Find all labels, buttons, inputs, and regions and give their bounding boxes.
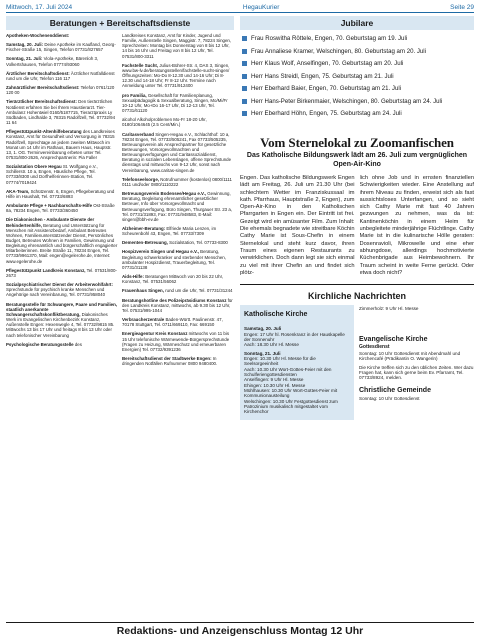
article-title: Vom Sternelokal zu Zoomanfischen (260, 135, 454, 150)
service-entry (122, 356, 234, 366)
service-entry (122, 226, 234, 236)
service-entry-heading: Ärztlicher Bereitschaftsdienst: (6, 70, 70, 76)
service-entry-text: Telefon 0761/120 120 00 (6, 85, 115, 96)
service-entry-text: für den Landkreis Konstanz, mittwochs, ab 9.30 bis 12 Uhr, Tel. 07531/995-1044 (122, 297, 233, 313)
service-entry-text: Diakonisches Werk im Evangelischen Kirchenbezirk Konstanz, Außenstelle Engen: Hexenwegle 4, Tel. 07732/9815 85. Mittwochs 13 bis 17 Uhr und freitags 8 bis 13 Uhr oder nach telefonischer Vereinbarung (6, 311, 115, 338)
square-bullet-icon (242, 49, 247, 54)
square-bullet-icon (242, 99, 247, 104)
service-entry (6, 42, 118, 52)
service-entry-text: Deine Apotheke im Kaufland, Georg-Fischer-Straße 15, Singen, Telefon 07731/827657 (6, 42, 116, 53)
service-entry-heading: Psychologische Beratungsstelle (6, 341, 74, 347)
service-entry-text: mittwochs von 11 bis 15 Uhr telefonische Wärmewende-Bürgersprechstunde (Fragen zu Heizung, Wärmeschutz und erneuerbaren Energien) Tel. 07732/9391236 (122, 331, 230, 352)
service-entry-text: alcohol Alkoholproblemen Mo-Fr 18-20 Uhr, 0180/1064645 (2.5 Cent/Min.) (122, 117, 207, 128)
service-entry-heading: Alzheimer-Beratung: (122, 226, 166, 231)
service-entry (6, 282, 118, 297)
service-entry (6, 217, 118, 263)
service-entry (6, 99, 118, 125)
service-entry (122, 249, 234, 270)
service-entry-heading: Tierärztlicher Bereitschaftsdienst: (6, 99, 77, 105)
jubilare-text: Frau Roswitha Röttele, Engen, 70. Geburtstag am 19. Juli (251, 35, 408, 42)
service-entry-text: Viola-Apotheke, Bärenloh 3, Volkertshausen, Telefon 07774/93060 (6, 56, 99, 67)
service-entry-text: Notrufnummer (kostenlos) 0800/1111 0111 und/oder 0800/1110222 (122, 176, 232, 187)
square-bullet-icon (242, 86, 247, 91)
service-entry-text: des Landkreises Konstanz, Amt für Gesundheit und Versorgung in 78315 Radolfzell, Sprechtage an jedem zweiten Mittwoch im Monat um 14 Uhr im Rathaus, Bauern Haus, Hauptstr. 13, 1. OG. Terminvereinbarung erbeten unter Tel. 07531/800-2626, Ansprechpartnerin: Pia Faller (6, 129, 115, 160)
header-date: Mittwoch, 17. Juli 2024 (6, 3, 73, 11)
services-title: Beratungen + Bereitschaftsdienste (6, 16, 234, 30)
service-entry (122, 288, 234, 293)
service-entry (122, 317, 234, 327)
service-entry-text: Julius-Bührer-Str. 4, DAS 3, Singen, www.bw-lv.de/beratungsstellen/fachstelle-sucht-singen/ Öffnungszeiten: Mo-Do 8-12.30 und 14-16 Uhr; Di 8-12.30 und 14-18 Uhr; Fr 8-12 Uhr. Termine nach Anmeldung unter Tel. 07731/912400 (122, 62, 230, 89)
service-entry-heading: Fachstelle Sucht, (122, 62, 159, 68)
article-column-2: lich ohne Job und in ernsten finanziellen Schwierigkeiten wieder. Eine Anstellung auf ihrem Niveau zu finden, erweist sich als fast aussichtsloses Unterfangen, und so sieht sich Cathy Marie mit fast 40 Jahren gezwungen zu nehmen, was da ist: Kantinenköchin in einem Heim für unbegleitete minderjährige Flüchtlinge. Cathy Marie ist in die kulinarische Hölle geraten: Dosenravioli, Mikrowelle und eine eher abhungdose, allerdings hochmotivierte Küchenbrigade aus Heimbewohnern. Ihr Traum scheint in weite Ferne gerückt. Oder etwa doch nicht? (359, 175, 474, 276)
other-churches (354, 305, 474, 420)
service-entry (122, 93, 234, 114)
service-entry-heading: Apotheken-Wochenenddienst: (6, 33, 70, 38)
jubilare-text: Herr Eberhard Höhn, Engen, 75. Geburtstag am 24. Juli (251, 110, 402, 117)
service-entry-heading: Caritasverband (122, 131, 154, 137)
service-entry-heading: Hospizverein Singen und Hegau e.V., (122, 249, 199, 255)
service-entry-heading: pro Familia, (122, 92, 147, 98)
service-entry-heading: Pflegestützpunkt-Altenhilfeberatung (6, 129, 82, 135)
service-entry-text: Gesellschaft für Familienplanung, Sexualpädagogik & Sexualberatung, Singen, Mo/Mi/Fr 10-12 Uhr, Mo+Do 16-17 Uhr, Di 12-13 Uhr, Tel. 07731/61120 (122, 92, 228, 114)
service-entry-heading: Beratungsstelle für Schwangere, Paare und Familien, staatlich anerkannte Schwangerschaftskonfliktberatung, (6, 301, 118, 317)
zimmerholz-note: Zimmerholz: 9 Uhr Hl. Messe (359, 306, 419, 312)
article-column-1: Engen. Das katholische Bildungswerk Engen lädt am Freitag, 26. Juli um 21.30 Uhr (bei schlechtem Wetter im Franziskussaal im kath. Pfarrhaus, Hauptstraße 2, Engen), zum Open-Air-Kino in den Katholischen Pfarrgarten in Engen ein. Der Eintritt ist frei. Gezeigt wird ein amüsanter Film. Zum Inhalt: Die ehemals begnadete wie streitbare Köchin Cathy Marie ist Sous-Chefin in einem Sternelokal und steht kurz davor, ihren Traum eines eigenen Restaurants zu verwirklichen. Doch dann legt sie sich einmal zu viel mit ihrer Chefin an und findet sich plötz- (240, 175, 355, 276)
jubilare-title: Jubilare (240, 16, 474, 30)
service-entry-heading: Samstag, 20. Juli: (6, 42, 44, 48)
service-entry-text: Sozialstation, Tel. 07733-8300 (167, 240, 228, 246)
services-columns (6, 33, 234, 370)
church-news-body (240, 305, 474, 420)
right-column (240, 16, 474, 420)
service-entry-text: Beratungen Mittwoch von 20 bis 22 Uhr, Konstanz, Tel. 07531/56062 (122, 274, 224, 285)
service-entry-text: Gewinnung, Beratung, Begleitung ehrenamtlicher gesetzlicher Betreuer, Info über Vorsorgevollmacht und Betreuungsverfügung, Büro Singen, Thurgauer Str. 23 a, Tel. 07731/31893, Fax: 07731/948583, E-Mail: singen@bbh-ev.de (122, 191, 233, 222)
catholic-church-box (240, 305, 354, 420)
schedule-line: Welschingen: 10.30 Uhr Festgottesdienst zum Patrozinium musikalisch mitgestaltet vom Kirchenchor (244, 398, 338, 415)
service-entry-text: Baden-Württ. Paulinenstr. 47, 70178 Stuttgart, Tel. 0711/669110, Fax: 669150 (122, 317, 223, 328)
service-entry-text: Landkreises Konstanz, Amt für Kinder, Jugend und Familie, Außenstelle Singen, Maggistr. 7, 78224 Singen, Sprechzeiten: Montag bis Donnerstag von 8 bis 12 Uhr, 14 bis 16 Uhr und Freitag von 8 bis 12 Uhr, Tel. 07531/800-3311 (122, 33, 232, 59)
service-entry (6, 342, 118, 347)
service-entry-heading: Die Diakonischen - Ambulante Dienste der Behindertenhilfe, (6, 217, 95, 228)
schedule-line: Engen: 17 Uhr hl. Rosenkranz in der Hauskapelle der Sonnenuhr (244, 331, 345, 342)
jubilare-list (240, 33, 474, 119)
square-bullet-icon (242, 36, 247, 41)
service-entry-text: Beratung, Begleitung schwerkranker und sterbender Menschen, ambulanter Hospizdienst, Trauerbegleitung, Tel. 07731/31138 (122, 249, 226, 270)
service-entry (122, 331, 234, 352)
service-entry-heading: Telefonseelsorge, (122, 176, 160, 182)
header-paper-name: HegauKurier (242, 3, 280, 11)
service-entry (122, 298, 234, 313)
service-entry-heading: Beratungshotline des Polizeipräsidiums Konstanz (122, 297, 227, 303)
services-section (6, 16, 234, 370)
christian-community-service: Sonntag: 10 Uhr Gottesdienst (359, 395, 420, 401)
christian-community-title: Christliche Gemeinde (359, 386, 431, 394)
service-entry-text: Sprechstunde für psychisch kranke Menschen und Angehörige nach Vereinbarung, Tel. 07731/958040 (6, 287, 106, 298)
page-header (6, 3, 474, 13)
service-entry-text: Elfriede Maria Lenzen, im Scheurenbohl 43, Engen, Tel. 07733/7309 (122, 226, 217, 237)
jubilare-text: Herr Hans-Peter Birkenmaier, Welschingen, 80. Geburtstag am 24. Juli (251, 97, 443, 105)
jubilare-item (240, 71, 474, 82)
catholic-church-schedule (244, 326, 350, 415)
schedule-day: Sonntag, 21. Juli (244, 350, 281, 356)
service-entry (122, 33, 234, 59)
square-bullet-icon (242, 61, 247, 66)
schedule-line: Mühlhausen: 10.30 Uhr Wort-Gottes-Feier mit Kommunionausteilung (244, 387, 338, 399)
page-footer: Redaktions- und Anzeigenschluss Montag 12 Uhr (6, 622, 474, 639)
service-entry-heading: Bereitschaftsdienst der Stadtwerke Engen: (122, 355, 212, 361)
service-entry (122, 177, 234, 187)
service-entry-heading: AKA-Team, (6, 188, 30, 194)
service-entry-heading: Zahnärztlicher Bereitschaftsdienst: (6, 85, 80, 91)
schedule-line: Engen: 10.30 Uhr Hl. Messe für die Seelsorgeeinheit (244, 355, 316, 367)
jubilare-text: Herr Klaus Wolf, Anselfingen, 70. Geburtstag am 20. Juli (251, 60, 404, 67)
service-entry-text: Ärztlicher Notfalldienst rund um die Uhr, Telefon 116 117 (6, 70, 115, 81)
service-entry-heading: Sozialpsychiatrischer Dienst der Arbeiterwohlfahrt: (6, 282, 113, 288)
service-entry-heading: Dementen-Betreuung, (122, 240, 168, 246)
service-entry (122, 191, 234, 222)
jubilare-item (240, 96, 474, 107)
service-entry (6, 203, 118, 213)
service-entry (6, 129, 118, 160)
service-entry-heading: Energieagentur Kreis Konstanz (122, 331, 188, 337)
church-news-title: Kirchliche Nachrichten (240, 284, 474, 301)
service-entry-text: des (73, 341, 82, 347)
service-entry (6, 33, 118, 38)
jubilare-text: Herr Hans Streidl, Engen, 75. Geburtstag am 21. Juli (251, 72, 394, 80)
service-entry-text: Den tierärztlichen Notdienst erfahren Sie bei Ihrem Haustierarzt. Tier-Ambulanz Hohentwiel 0160/5187715, Tierarztpraxis Ly Südbaden, Lindhalde 3, 78315 Radolfzell, Tel. 07732/94 11 64 (6, 99, 116, 126)
evangelical-service-text: Sonntag: 10 Uhr Gottesdienst mit Abendmahl und Kirchencafé (Prädikantin O. Wangerin) (359, 351, 461, 362)
jubilare-text: Herr Eberhard Baier, Engen, 70. Geburtstag am 21. Juli (251, 85, 402, 92)
jubilare-item (240, 33, 474, 44)
service-entry (122, 117, 234, 127)
service-entry-text: Schützenstr. 6, Engen, Pflegeberatung und Hilfe im Haushalt, Tel. 07733/6893 (6, 188, 115, 199)
service-entry (122, 274, 234, 284)
square-bullet-icon (242, 111, 247, 116)
service-entry (122, 240, 234, 245)
service-entry-text: St. Wolfgang e.V., Schillerstr. 10 a, Engen, Häusliche Pflege, Tel. 07733/8300 und Dorfhelferinnen-Station, Tel. 07774/7019424 (6, 164, 98, 185)
header-page-number: Seite 29 (450, 3, 474, 11)
catholic-church-title: Katholische Kirche (244, 311, 308, 319)
service-entry (6, 56, 118, 66)
service-entry (6, 189, 118, 199)
services-column-1 (6, 33, 118, 370)
service-entry (6, 71, 118, 81)
jubilare-item (240, 46, 474, 57)
service-entry-text: Tel. 07531/800-2673 (6, 267, 117, 278)
service-entry (6, 268, 118, 278)
service-entry-heading: Sozialstation Obere Hegau (6, 164, 62, 170)
service-entry-heading: Ambulante Pflege + Nachbarschafts-Hilfe (6, 203, 93, 209)
service-entry-heading: Aids-Hilfe: (122, 274, 144, 280)
service-entry (6, 164, 118, 185)
service-entry (6, 85, 118, 95)
service-entry (6, 302, 118, 338)
schedule-line: Ehingen: 10.30 Uhr Hl. Messe (244, 382, 306, 388)
service-entry-heading: Betreuungsverein Bodensee/Hegau e.V., (122, 191, 207, 197)
jubilare-item (240, 58, 474, 69)
service-entry-text: In dringenden Notfällen Rufnummer 0800 9480400. (122, 355, 218, 367)
schedule-line: Aach: 18.30 Uhr Hl. Messe (244, 342, 299, 348)
square-bullet-icon (242, 74, 247, 79)
evangelical-info-text: Die Kirche treffen sich zu den üblichen Zeiten. Wer dazu Fragen hat, kann sich gerne beim Ev. Pfarramt, Tel. 07733/8924, melden. (359, 364, 474, 381)
service-entry-text: Ost-Straße 8a, 78234 Engen, Tel. 07733/360450 (6, 203, 115, 214)
article-subtitle: Das Katholische Bildungswerk lädt am 26. Juli zum vergnüglichen Open-Air-Kino (246, 152, 468, 168)
jubilare-item (240, 83, 474, 94)
jubilare-text: Frau Annaliese Kramer, Welschingen, 80. Geburtstag am 20. Juli (251, 47, 427, 55)
evangelical-church-title: Evangelische Kirche (359, 335, 428, 343)
service-entry-text: Beratung und Unterstützung für Menschen mit Assistenzbedarf, Ambulant Betreutes Wohnen, Familienunterstützender Dienst, Persönliches Budget, Betreutes Wohnen in Familien, Gewinnung und Begleitung ehrenamtlich und bürgerschaftlich engagierter Mitarbeiterinnen. Breite Straße 11, 78234 Engen, Tel. 07733/9961370, Mail: engen@egelerohe.de, Internet: www.egelerohe.de (6, 222, 118, 264)
service-entry-text: Singen-Hegau e.V., Schlachthof: 10 a, 78234 Engen, Tel. 07733/505241, Fax 07733/505235, Betreuungsverein als Ansprechpartner für gesetzliche Betreuungen, Vorsorgevollmachten und Betreuungsverfügungen und Caritassozialdienst, Beratung in sozialen Lebenslagen, offene Sprechstunde dienstags und mittwochs von 9-12 Uhr, sonst nach Vereinbarung, www.caritas-singen.de (122, 131, 232, 173)
evangelical-service-label: Gottesdienst (359, 343, 390, 350)
schedule-line: Anselfingen: 9 Uhr Hl. Messe (244, 377, 304, 383)
service-entry-heading: Frauenhaus Singen, (122, 288, 164, 294)
service-entry-heading: Sonntag, 21. Juli: (6, 56, 43, 62)
service-entry-text: rund um die Uhr, Tel. 07731/31244 (163, 288, 233, 294)
service-entry (122, 132, 234, 173)
schedule-day: Samstag, 20. Juli (244, 326, 282, 332)
service-entry-heading: Verbraucherzentrale (122, 317, 165, 323)
service-entry-heading: Pflegestützpunkt Landkreis Konstanz, (6, 267, 86, 273)
article-body (240, 175, 474, 277)
jubilare-item (240, 108, 474, 119)
schedule-line: Aach: 10.30 Uhr Wort-Gottes-Feier mit den Schulferiengottesdiensten (244, 366, 332, 377)
service-entry (122, 63, 234, 89)
services-column-2 (122, 33, 234, 370)
